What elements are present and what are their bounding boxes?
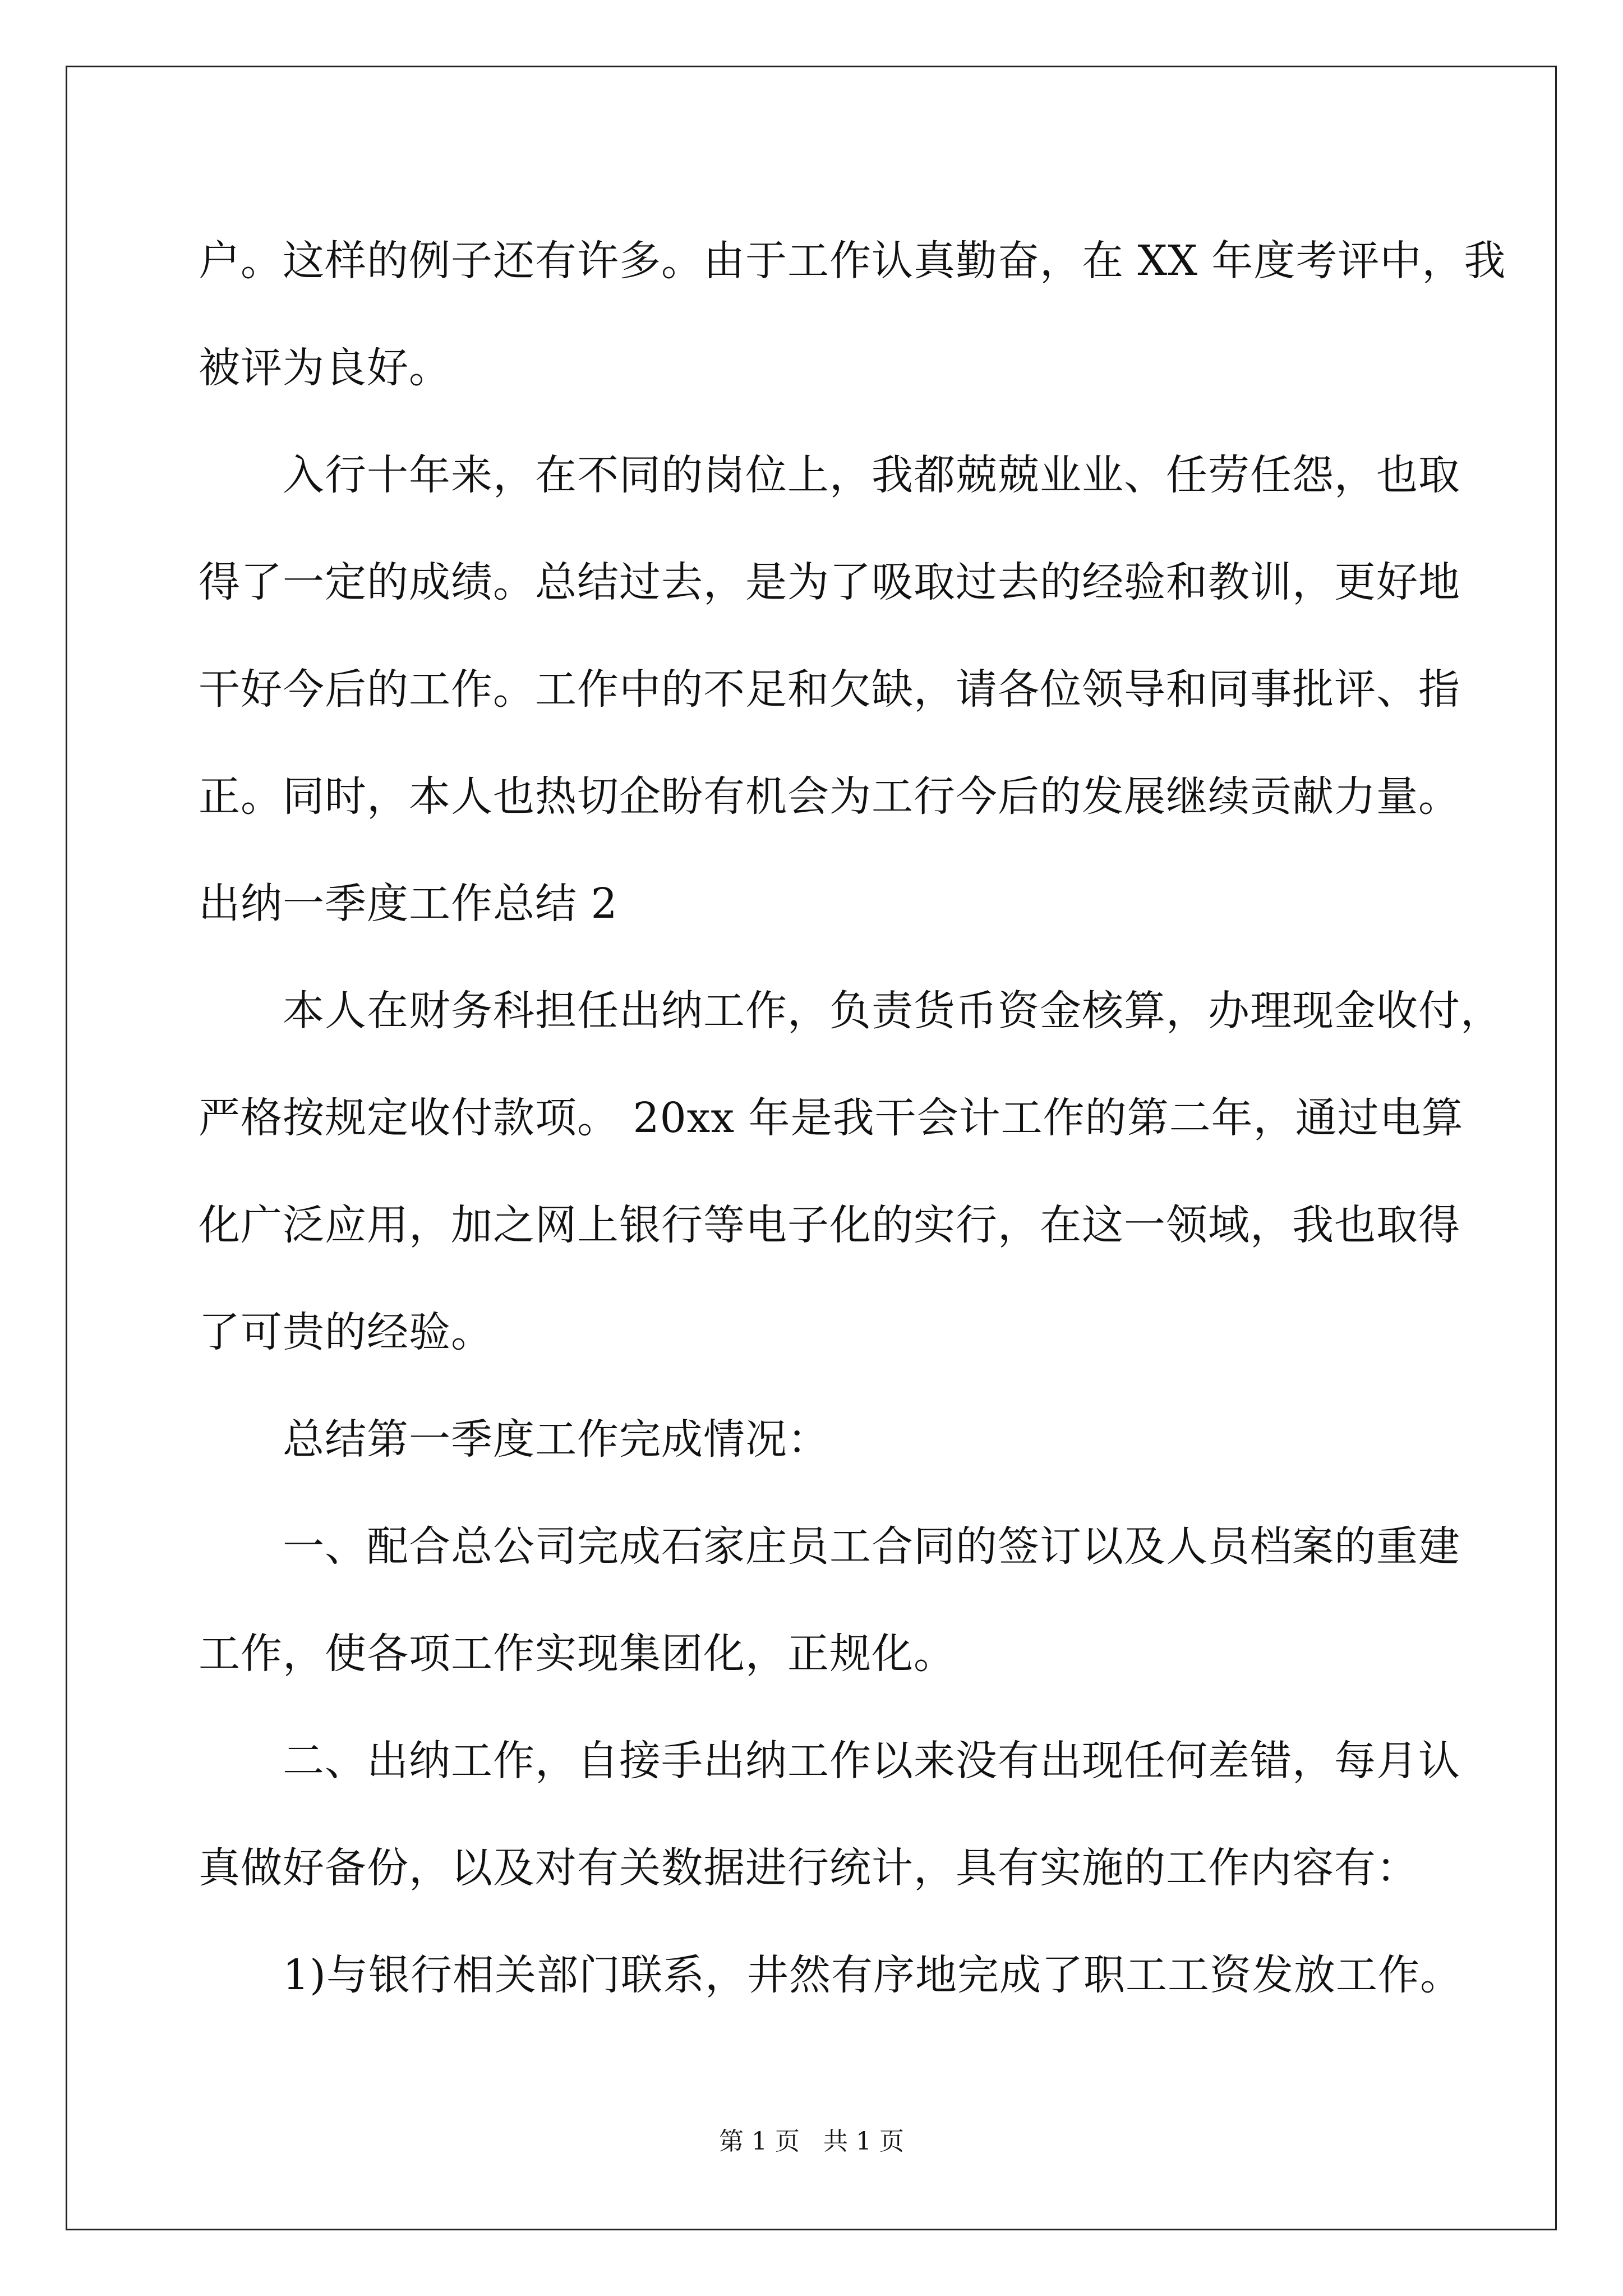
text-line: 户。这样的例子还有许多。由于工作认真勤奋，在 XX 年度考评中，我 — [199, 237, 1506, 285]
text-line: 干好今后的工作。工作中的不足和欠缺，请各位领导和同事批评、指 — [199, 665, 1460, 714]
section-heading: 出纳一季度工作总结 2 — [199, 880, 618, 928]
page-number-footer: 第 1 页 共 1 页 — [719, 2127, 904, 2156]
document-body — [199, 208, 1506, 2029]
text-line: 1)与银行相关部门联系，井然有序地完成了职工工资发放工作。 — [283, 1951, 1462, 1999]
text-line: 了可贵的经验。 — [199, 1308, 493, 1356]
text-line: 化广泛应用，加之网上银行等电子化的实行，在这一领域，我也取得 — [199, 1201, 1460, 1249]
text-line: 真做好备份，以及对有关数据进行统计，具有实施的工作内容有： — [199, 1844, 1418, 1892]
text-line: 严格按规定收付款项。 20xx 年是我干会计工作的第二年，通过电算 — [199, 1094, 1464, 1142]
text-line: 本人在财务科担任出纳工作，负责货币资金核算，办理现金收付， — [283, 987, 1502, 1035]
text-line: 一、配合总公司完成石家庄员工合同的签订以及人员档案的重建 — [283, 1522, 1460, 1571]
text-line: 二、出纳工作，自接手出纳工作以来没有出现任何差错，每月认 — [283, 1737, 1460, 1785]
text-line: 工作，使各项工作实现集团化，正规化。 — [199, 1630, 956, 1678]
text-line: 入行十年来，在不同的岗位上，我都兢兢业业、任劳任怨，也取 — [283, 451, 1460, 499]
text-line: 得了一定的成绩。总结过去，是为了吸取过去的经验和教训，更好地 — [199, 558, 1460, 606]
text-line: 被评为良好。 — [199, 344, 451, 392]
text-line: 总结第一季度工作完成情况： — [283, 1415, 829, 1464]
text-line: 正。同时，本人也热切企盼有机会为工行今后的发展继续贡献力量。 — [199, 772, 1460, 821]
